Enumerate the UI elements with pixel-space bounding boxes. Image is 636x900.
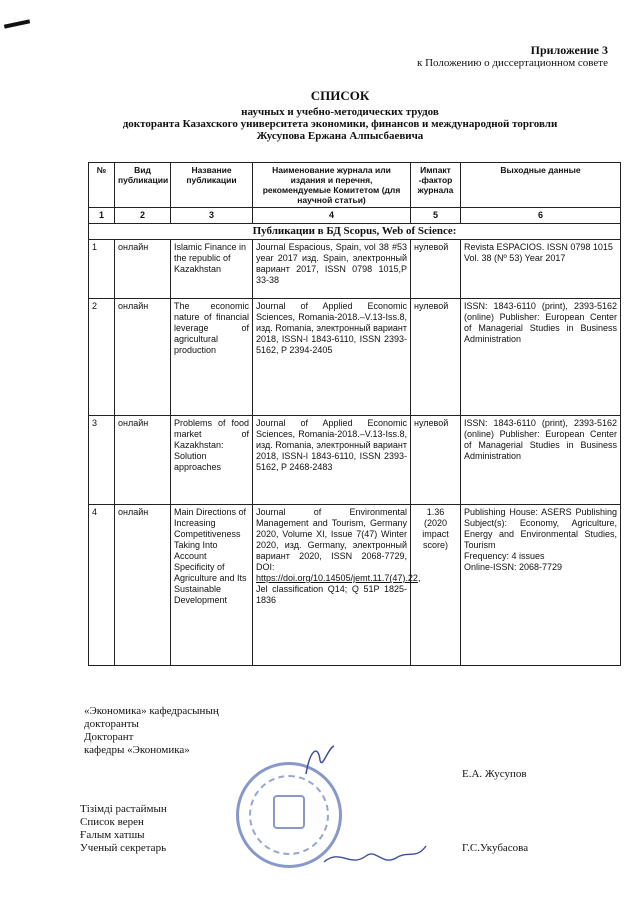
row-number: 3 bbox=[89, 416, 115, 505]
row-type: онлайн bbox=[115, 505, 171, 666]
row-output: ISSN: 1843-6110 (print), 2393-5162 (online) Publisher: European Center of Managerial Studies in Business Administration bbox=[461, 299, 621, 416]
header-journal: Наименование журнала или издания и перечня, рекомендуемые Комитетом (для научной статьи) bbox=[253, 163, 411, 208]
stamp-emblem-icon bbox=[273, 795, 305, 829]
header-impact: Импакт -фактор журнала bbox=[411, 163, 461, 208]
table-row bbox=[89, 505, 621, 666]
journal-tail: , Jel classification Q14; Q 51P 1825-1836 bbox=[256, 573, 421, 605]
header-number: № bbox=[89, 163, 115, 208]
appendix-title: Приложение 3 bbox=[530, 43, 608, 57]
row-number: 4 bbox=[89, 505, 115, 666]
header-type: Вид публикации bbox=[115, 163, 171, 208]
approval-line: Список верен bbox=[80, 816, 144, 828]
doctorant-signature-icon bbox=[300, 740, 340, 780]
row-type: онлайн bbox=[115, 416, 171, 505]
row-output: ISSN: 1843-6110 (print), 2393-5162 (online) Publisher: European Center of Managerial Studies in Business Administration bbox=[461, 416, 621, 505]
column-number-row bbox=[89, 208, 621, 224]
col-number: 5 bbox=[411, 208, 461, 224]
row-impact: 1.36 (2020 impact score) bbox=[411, 505, 461, 666]
output-line: Publishing House: ASERS Publishing Subject(s): Economy, Agriculture, Energy and Environmental Studies, Tourism bbox=[464, 507, 617, 550]
row-output bbox=[461, 505, 621, 666]
journal-text: Journal of Environmental Management and Tourism, Germany 2020, Volume XI, Issue 7(47) Winter 2020, изд. Germany, электронный вариант 2020, ISSN 2068-7729, DOI: bbox=[256, 507, 407, 572]
dept-line: докторанты bbox=[84, 718, 139, 730]
section-title: Публикации в БД Scopus, Web of Science: bbox=[89, 224, 621, 240]
title-line-2: научных и учебно-методических трудов bbox=[241, 106, 439, 118]
appendix-header bbox=[308, 44, 608, 70]
title-line-1: СПИСОК bbox=[310, 88, 370, 103]
table-row bbox=[89, 416, 621, 505]
row-impact: нулевой bbox=[411, 416, 461, 505]
row-journal: Journal of Applied Economic Sciences, Romania-2018.–V.13-Iss.8, изд. Romania, электронный вариант 2018, ISSN-l 1843-6110, ISSN 2393-5162, P 2394-2405 bbox=[253, 299, 411, 416]
table-row bbox=[89, 299, 621, 416]
row-output: Revista ESPACIOS. ISSN 0798 1015 Vol. 38 (Nº 53) Year 2017 bbox=[461, 240, 621, 299]
document-title bbox=[60, 88, 620, 142]
output-line: Frequency: 4 issues bbox=[464, 551, 545, 561]
row-number: 1 bbox=[89, 240, 115, 299]
doi-link[interactable]: https://doi.org/10.14505/jemt.11.7(47).22 bbox=[256, 573, 418, 583]
row-impact: нулевой bbox=[411, 240, 461, 299]
secretary-name: Г.С.Укубасова bbox=[462, 842, 529, 854]
dept-line: кафедры «Экономика» bbox=[84, 744, 190, 756]
approval-block bbox=[80, 803, 167, 855]
approval-line: Ғалым хатшы bbox=[80, 829, 145, 841]
row-name: The economic nature of financial leverage of agricultural production bbox=[171, 299, 253, 416]
col-number: 2 bbox=[115, 208, 171, 224]
doctorant-name: Е.А. Жусупов bbox=[462, 768, 527, 780]
dept-line: Докторант bbox=[84, 731, 134, 743]
appendix-subtitle: к Положению о диссертационном совете bbox=[416, 57, 608, 69]
row-number: 2 bbox=[89, 299, 115, 416]
approval-line: Тізімді растаймын bbox=[80, 803, 167, 815]
scan-mark bbox=[4, 19, 30, 28]
department-signature-block bbox=[84, 705, 219, 757]
row-journal: Journal Espacious, Spain, vol 38 #53 year 2017 изд. Spain, электронный вариант 2017, ISSN 0798 1015,P 33-38 bbox=[253, 240, 411, 299]
row-impact: нулевой bbox=[411, 299, 461, 416]
col-number: 6 bbox=[461, 208, 621, 224]
row-name: Problems of food market of Kazakhstan: Solution approaches bbox=[171, 416, 253, 505]
output-line: Online-ISSN: 2068-7729 bbox=[464, 562, 563, 572]
dept-line: «Экономика» кафедрасының bbox=[84, 705, 219, 717]
title-line-3: докторанта Казахского университета экономики, финансов и международной торговли bbox=[122, 118, 558, 130]
col-number: 3 bbox=[171, 208, 253, 224]
header-name: Название публикации bbox=[171, 163, 253, 208]
title-line-4: Жусупова Ержана Алпысбаевича bbox=[256, 130, 424, 142]
row-journal: Journal of Applied Economic Sciences, Romania-2018.–V.13-Iss.8, изд. Romania, электронный вариант 2018, ISSN-l 1843-6110, ISSN 2393-5162, P 2468-2483 bbox=[253, 416, 411, 505]
row-type: онлайн bbox=[115, 240, 171, 299]
row-journal bbox=[253, 505, 421, 666]
row-name: Main Directions of Increasing Competitiveness Taking Into Account Specificity of Agriculture and Its Sustainable Development bbox=[171, 505, 253, 666]
row-type: онлайн bbox=[115, 299, 171, 416]
approval-line: Ученый секретарь bbox=[80, 842, 167, 854]
col-number: 4 bbox=[253, 208, 411, 224]
table-header-row bbox=[89, 163, 621, 208]
header-output: Выходные данные bbox=[461, 163, 621, 208]
section-row bbox=[89, 224, 621, 240]
secretary-signature-icon bbox=[320, 838, 430, 874]
col-number: 1 bbox=[89, 208, 115, 224]
row-name: Islamic Finance in the republic of Kazakhstan bbox=[171, 240, 253, 299]
publications-table bbox=[88, 162, 621, 666]
table-row bbox=[89, 240, 621, 299]
